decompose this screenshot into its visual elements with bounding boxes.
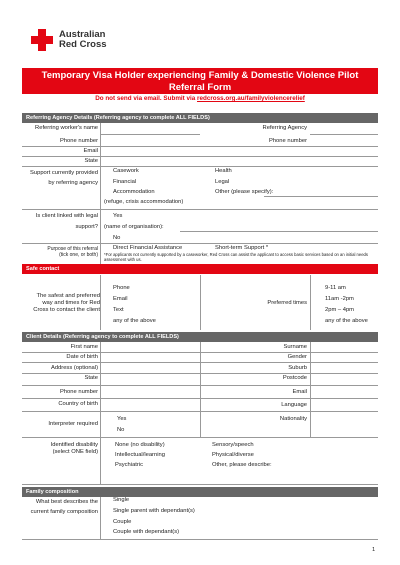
disability-other-option[interactable]: Other, please describe: xyxy=(212,462,272,468)
agency-state-label: State xyxy=(84,158,98,164)
logo-wordmark xyxy=(59,30,107,50)
purpose-label: Purpose of this referral xyxy=(47,246,98,252)
family-single-option[interactable]: Single xyxy=(113,497,130,503)
client-section-header: Client Details (Referring agency to complete ALL FIELDS) xyxy=(22,332,378,342)
disability-physical-option[interactable]: Physical/diverse xyxy=(212,452,254,458)
legal-yes-option[interactable]: Yes xyxy=(113,213,123,219)
family-label-2: current family composition xyxy=(30,509,98,515)
support-casework[interactable]: Casework xyxy=(113,168,139,174)
agency-phone-label: Phone number xyxy=(59,138,98,144)
submission-link[interactable]: redcross.org.au/familyviolencerelief xyxy=(197,95,305,102)
support-label: Support currently provided xyxy=(30,170,98,176)
disability-none-option[interactable]: None (no disability) xyxy=(115,442,165,448)
form-subtitle: Referral Form xyxy=(168,82,232,93)
family-label: What best describes the xyxy=(35,499,98,505)
contact-phone-option[interactable]: Phone xyxy=(113,285,130,291)
client-phone-label: Phone number xyxy=(59,389,98,395)
support-accommodation[interactable]: Accommodation xyxy=(113,189,155,195)
page-number: 1 xyxy=(372,547,376,553)
safe-contact-label: The safest and preferred xyxy=(36,293,100,299)
support-label-2: by referring agency xyxy=(48,180,98,186)
support-health[interactable]: Health xyxy=(215,168,232,174)
agency-section-header: Referring Agency Details (Referring agency to complete ALL FIELDS) xyxy=(22,113,378,123)
support-financial[interactable]: Financial xyxy=(113,179,137,185)
disability-sensory-option[interactable]: Sensory/speech xyxy=(212,442,254,448)
surname-label: Surname xyxy=(283,344,307,350)
interpreter-label: Interpreter required xyxy=(48,421,98,427)
language-label: Language xyxy=(281,402,307,408)
referring-agency-label: Referring Agency xyxy=(262,125,307,131)
safe-contact-label-3: Cross to contact the client xyxy=(33,307,100,313)
purpose-label-2: (tick one, or both) xyxy=(59,252,98,258)
client-email-label: Email xyxy=(292,389,307,395)
agency-phone-label-2: Phone number xyxy=(268,138,307,144)
worker-name-label: Referring worker's name xyxy=(35,125,98,131)
family-single-parent-option[interactable]: Single parent with dependant(s) xyxy=(113,508,195,514)
disability-label: Identified disability xyxy=(50,442,98,448)
red-cross-icon xyxy=(31,29,53,51)
legal-support-label: Is client linked with legal xyxy=(35,213,98,219)
contact-any-option[interactable]: any of the above xyxy=(113,318,156,324)
safe-contact-label-2: way and times for Red xyxy=(42,300,100,306)
family-couple-dependants-option[interactable]: Couple with dependant(s) xyxy=(113,529,180,535)
family-couple-option[interactable]: Couple xyxy=(113,519,132,525)
interpreter-no-option[interactable]: No xyxy=(117,427,125,433)
client-state-label: State xyxy=(84,375,98,381)
purpose-footnote: *For applicants not currently supported by a caseworker, Red Cross can assist the applicant to access basic services based on an initial needs assessment with us. xyxy=(104,252,368,262)
time-2-4-option[interactable]: 2pm – 4pm xyxy=(325,307,354,313)
legal-org-label: (name of organisation): xyxy=(104,224,164,230)
support-other[interactable]: Other (please specify): xyxy=(215,189,274,195)
country-of-birth-label: Country of birth xyxy=(58,401,98,407)
time-any-option[interactable]: any of the above xyxy=(325,318,368,324)
nationality-label: Nationality xyxy=(279,416,307,422)
contact-text-option[interactable]: Text xyxy=(113,307,124,313)
form-title: Temporary Visa Holder experiencing Family & Domestic Violence Pilot xyxy=(41,70,359,81)
contact-email-option[interactable]: Email xyxy=(113,296,128,302)
interpreter-yes-option[interactable]: Yes xyxy=(117,416,127,422)
suburb-label: Suburb xyxy=(288,365,307,371)
disability-psychiatric-option[interactable]: Psychiatric xyxy=(115,462,144,468)
disability-intellectual-option[interactable]: Intellectual/learning xyxy=(115,452,165,458)
logo-line-1: Australian xyxy=(59,29,106,40)
dob-label: Date of birth xyxy=(66,354,98,360)
first-name-label: First name xyxy=(70,344,98,350)
preferred-times-label: Preferred times xyxy=(267,300,307,306)
submission-notice xyxy=(22,95,378,102)
family-section-header: Family composition xyxy=(22,487,378,497)
purpose-financial-option[interactable]: Direct Financial Assistance xyxy=(113,245,183,251)
red-cross-logo xyxy=(31,29,107,51)
safe-contact-header: Safe contact xyxy=(22,264,378,274)
logo-line-2: Red Cross xyxy=(59,39,107,50)
time-11-2-option[interactable]: 11am -2pm xyxy=(325,296,354,302)
form-title-banner xyxy=(22,68,378,94)
disability-label-2: (select ONE field) xyxy=(52,449,98,455)
address-label: Address (optional) xyxy=(50,365,98,371)
gender-label: Gender xyxy=(287,354,307,360)
postcode-label: Postcode xyxy=(282,375,307,381)
legal-no-option[interactable]: No xyxy=(113,235,121,241)
purpose-support-option[interactable]: Short-term Support * xyxy=(215,245,269,251)
legal-support-label-2: support? xyxy=(75,224,98,230)
support-legal[interactable]: Legal xyxy=(215,179,230,185)
support-accommodation-note: (refuge, crisis accommodation) xyxy=(104,199,184,205)
agency-email-label: Email xyxy=(83,148,98,154)
time-9-11-option[interactable]: 9-11 am xyxy=(325,285,346,291)
notice-text: Do not send via email. Submit via xyxy=(95,95,196,102)
